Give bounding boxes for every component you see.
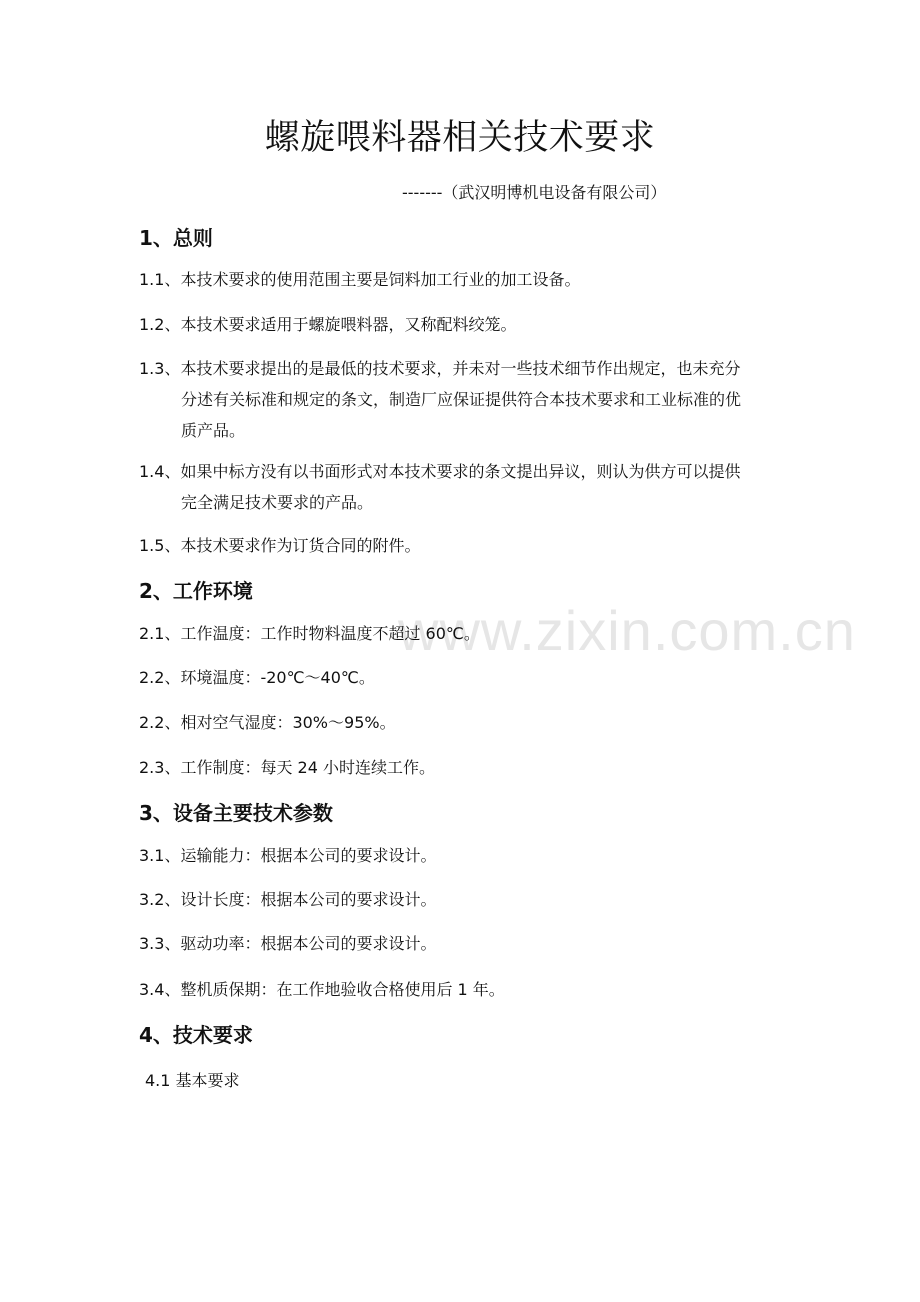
clause-text: 2.2、相对空气湿度：30%～95%。 bbox=[139, 713, 396, 732]
clause-text: 1.3、本技术要求提出的是最低的技术要求，并未对一些技术细节作出规定，也未充分 bbox=[139, 359, 741, 378]
clause-2-2 bbox=[139, 662, 779, 693]
clause-2-1 bbox=[139, 618, 779, 649]
document-subtitle: -------（武汉明博机电设备有限公司） bbox=[402, 183, 667, 202]
clause-3-2 bbox=[139, 884, 779, 915]
clause-text: 2.3、工作制度：每天 24 小时连续工作。 bbox=[139, 758, 435, 777]
clause-1-3 bbox=[139, 353, 779, 446]
clause-1-4 bbox=[139, 456, 779, 518]
clause-text: 1.4、如果中标方没有以书面形式对本技术要求的条文提出异议，则认为供方可以提供 bbox=[139, 462, 741, 481]
clause-1-2 bbox=[139, 309, 779, 340]
clause-continuation: 完全满足技术要求的产品。 bbox=[181, 493, 374, 512]
clause-2-2b bbox=[139, 707, 779, 738]
subheading-basic-requirements: 4.1 基本要求 bbox=[145, 1071, 240, 1090]
document-title: 螺旋喂料器相关技术要求 bbox=[264, 118, 656, 158]
clause-3-1 bbox=[139, 840, 779, 871]
clause-text: 2.2、环境温度：-20℃～40℃。 bbox=[139, 668, 375, 687]
section-heading-technical: 4、技术要求 bbox=[139, 1023, 253, 1047]
clause-1-5 bbox=[139, 530, 779, 561]
section-heading-parameters: 3、设备主要技术参数 bbox=[139, 801, 333, 825]
clause-text: 1.5、本技术要求作为订货合同的附件。 bbox=[139, 536, 421, 555]
section-heading-environment: 2、工作环境 bbox=[139, 579, 253, 603]
watermark: www.zixin.com.cn bbox=[398, 599, 856, 662]
clause-1-1 bbox=[139, 264, 779, 295]
clause-2-3 bbox=[139, 752, 779, 783]
clause-text: 3.3、驱动功率：根据本公司的要求设计。 bbox=[139, 934, 437, 953]
clause-text: 3.1、运输能力：根据本公司的要求设计。 bbox=[139, 846, 437, 865]
clause-3-3 bbox=[139, 928, 779, 959]
clause-text: 1.1、本技术要求的使用范围主要是饲料加工行业的加工设备。 bbox=[139, 270, 581, 289]
section-heading-general: 1、总则 bbox=[139, 226, 213, 250]
clause-text: 3.4、整机质保期：在工作地验收合格使用后 1 年。 bbox=[139, 980, 505, 999]
clause-text: 2.1、工作温度：工作时物料温度不超过 60℃。 bbox=[139, 624, 480, 643]
clause-3-4 bbox=[139, 974, 779, 1005]
clause-continuation: 质产品。 bbox=[181, 421, 246, 440]
clause-continuation: 分述有关标准和规定的条文，制造厂应保证提供符合本技术要求和工业标准的优 bbox=[181, 390, 742, 409]
clause-text: 1.2、本技术要求适用于螺旋喂料器，又称配料绞笼。 bbox=[139, 315, 517, 334]
clause-text: 3.2、设计长度：根据本公司的要求设计。 bbox=[139, 890, 437, 909]
